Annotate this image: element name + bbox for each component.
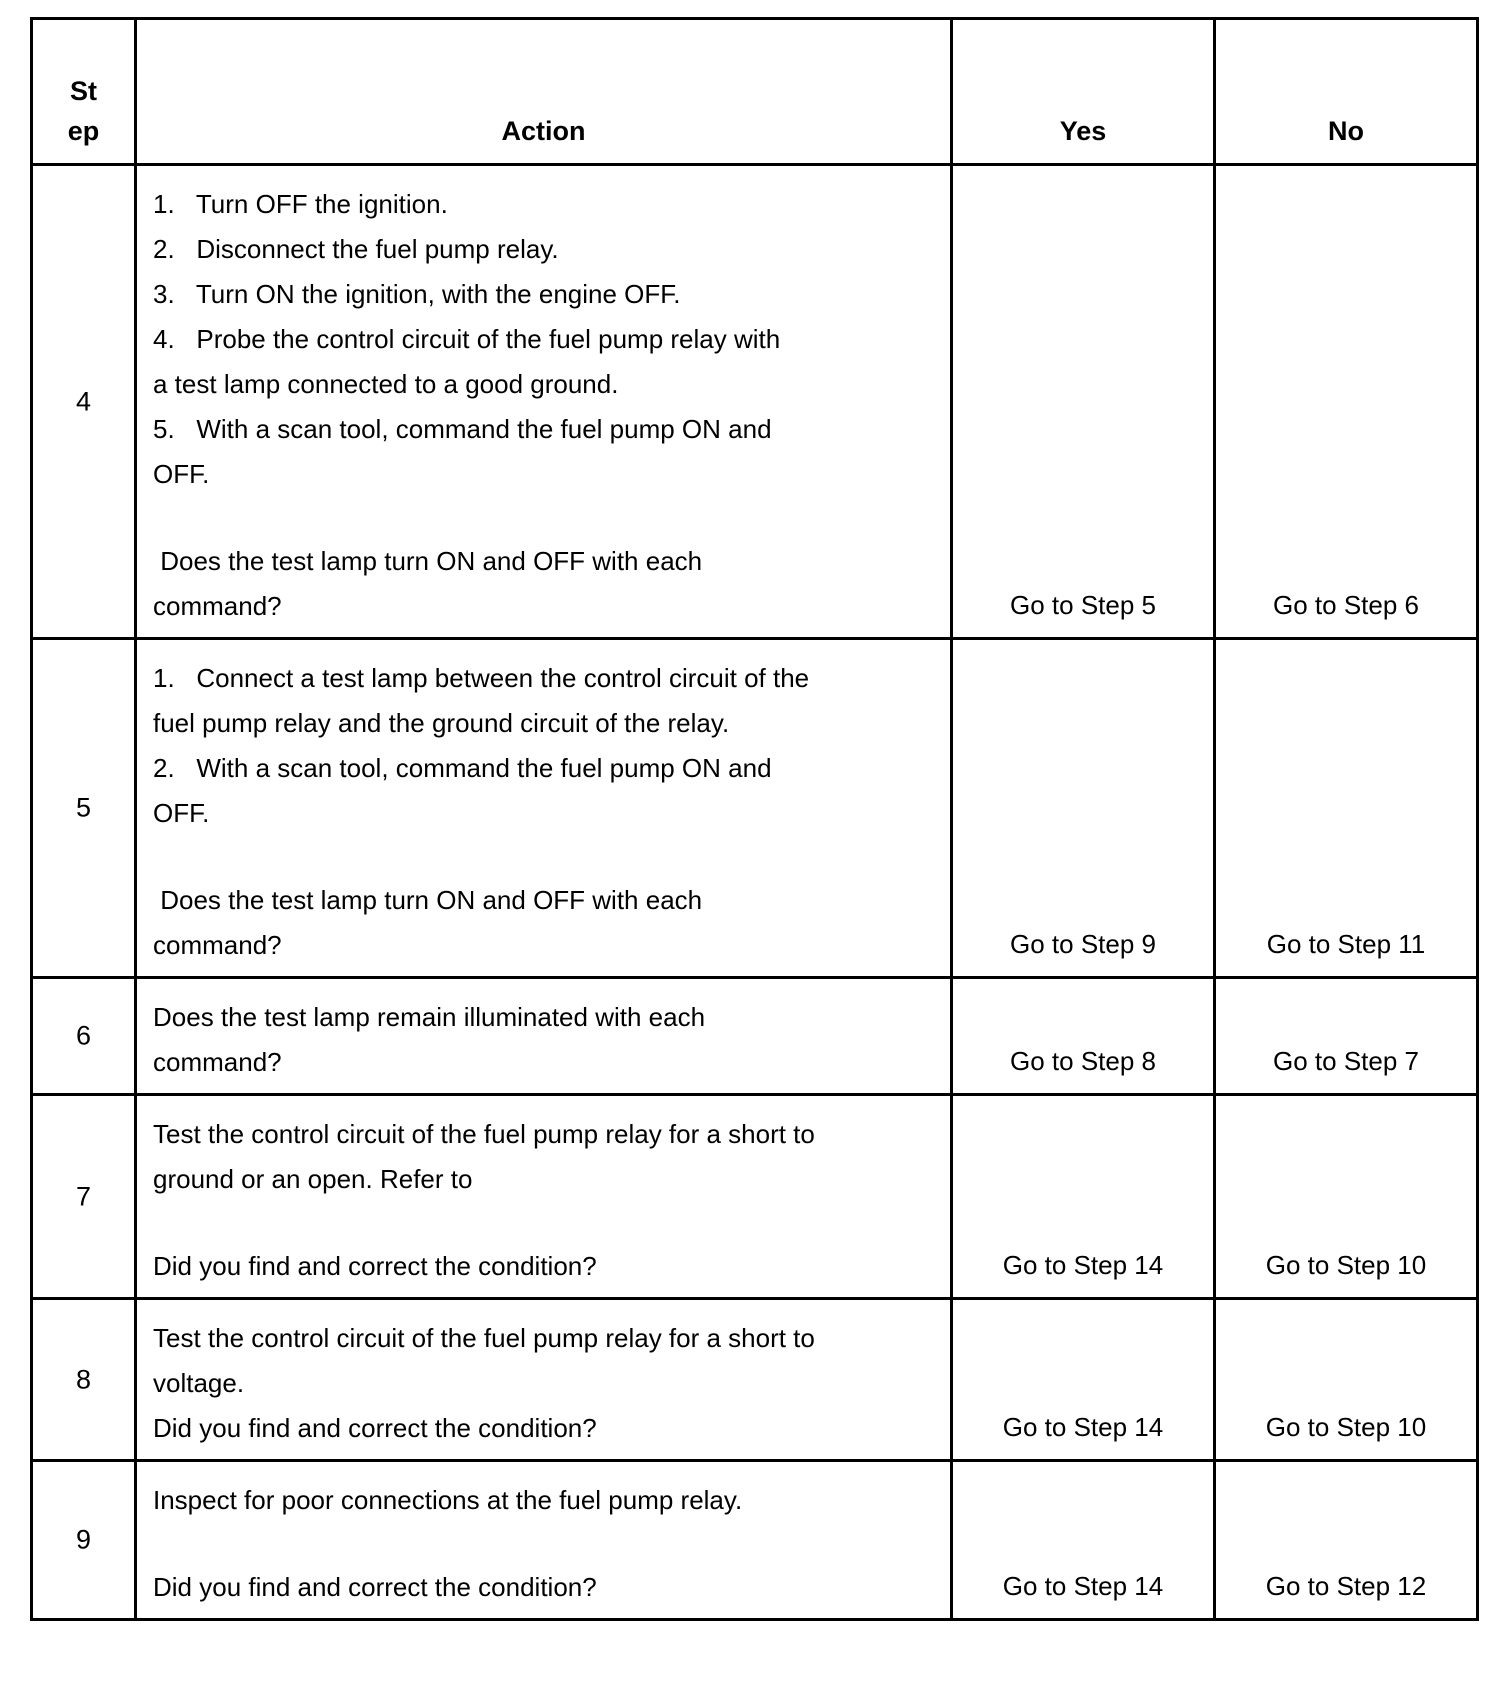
action-text-line: a test lamp connected to a good ground.: [153, 369, 619, 399]
action-header-label: Action: [501, 116, 586, 146]
header-row: [32, 19, 1478, 165]
yes-goto-text: Go to Step 8: [1010, 1046, 1156, 1076]
step-number: 6: [75, 1020, 92, 1051]
action-text-line: 3. Turn ON the ignition, with the engine OFF.: [153, 279, 681, 309]
action-text-line: Does the test lamp turn ON and OFF with each: [153, 885, 703, 915]
no-goto-text: Go to Step 11: [1266, 929, 1426, 959]
no-cell: [1215, 165, 1478, 639]
table-row: [32, 639, 1478, 978]
action-cell: [136, 1095, 952, 1299]
no-goto-text: Go to Step 7: [1273, 1046, 1419, 1076]
yes-column-header: [952, 19, 1215, 165]
no-cell: [1215, 978, 1478, 1095]
action-cell: [136, 1299, 952, 1461]
no-goto-text: Go to Step 10: [1265, 1250, 1427, 1280]
step-number: 8: [75, 1364, 92, 1394]
no-goto-text: Go to Step 10: [1265, 1412, 1427, 1442]
action-text-line: 1. Connect a test lamp between the control circuit of the: [153, 663, 810, 693]
action-spacer: [137, 1202, 950, 1244]
no-goto-text: Go to Step 6: [1273, 590, 1419, 620]
no-cell: [1215, 1095, 1478, 1299]
action-text-line: Does the test lamp turn ON and OFF with each: [153, 546, 703, 576]
action-text-line: command?: [153, 1047, 282, 1077]
action-text-line: OFF.: [153, 459, 210, 489]
diagnostic-step-table: [30, 17, 1479, 1621]
yes-cell: [952, 1461, 1215, 1620]
action-text-line: 2. With a scan tool, command the fuel pump ON and: [153, 753, 772, 783]
yes-cell: [952, 165, 1215, 639]
no-cell: [1215, 1461, 1478, 1620]
action-text-line: Inspect for poor connections at the fuel pump relay.: [153, 1485, 743, 1515]
action-text-line: Did you find and correct the condition?: [153, 1572, 597, 1602]
diagnostic-table-container: [30, 17, 1476, 1621]
yes-goto-text: Go to Step 9: [1010, 929, 1156, 959]
no-goto-text: Go to Step 12: [1265, 1571, 1427, 1601]
action-text-line: Test the control circuit of the fuel pump relay for a short to: [153, 1323, 815, 1353]
table-row: [32, 1095, 1478, 1299]
action-cell: [136, 639, 952, 978]
step-cell: [32, 639, 136, 978]
yes-cell: [952, 978, 1215, 1095]
action-spacer: [137, 1523, 950, 1565]
step-cell: [32, 1461, 136, 1620]
step-header-label: St ep: [67, 76, 100, 146]
table-row: [32, 165, 1478, 639]
yes-header-label: Yes: [1059, 116, 1107, 146]
action-cell: [136, 165, 952, 639]
yes-goto-text: Go to Step 14: [1002, 1571, 1164, 1601]
yes-goto-text: Go to Step 14: [1002, 1412, 1164, 1442]
table-row: [32, 1299, 1478, 1461]
yes-goto-text: Go to Step 5: [1010, 590, 1156, 620]
action-text-line: voltage.: [153, 1368, 245, 1398]
action-text-line: 5. With a scan tool, command the fuel pump ON and: [153, 414, 772, 444]
step-cell: [32, 1095, 136, 1299]
action-text-line: 1. Turn OFF the ignition.: [153, 189, 448, 219]
yes-cell: [952, 1095, 1215, 1299]
action-text-line: command?: [153, 930, 282, 960]
yes-cell: [952, 639, 1215, 978]
action-cell: [136, 978, 952, 1095]
yes-cell: [952, 1299, 1215, 1461]
action-text-line: 2. Disconnect the fuel pump relay.: [153, 234, 559, 264]
table-row: [32, 978, 1478, 1095]
no-cell: [1215, 1299, 1478, 1461]
action-text-line: fuel pump relay and the ground circuit of the relay.: [153, 708, 730, 738]
yes-goto-text: Go to Step 14: [1002, 1250, 1164, 1280]
action-text-line: Test the control circuit of the fuel pump relay for a short to: [153, 1119, 815, 1149]
step-cell: [32, 165, 136, 639]
step-number: 7: [75, 1181, 92, 1211]
step-number: 5: [75, 792, 92, 823]
action-spacer: [137, 497, 950, 539]
table-body: [32, 165, 1478, 1620]
table-row: [32, 1461, 1478, 1620]
step-cell: [32, 978, 136, 1095]
action-text-line: Did you find and correct the condition?: [153, 1413, 597, 1443]
step-cell: [32, 1299, 136, 1461]
action-text-line: command?: [153, 591, 282, 621]
step-column-header: [32, 19, 136, 165]
step-number: 4: [75, 386, 92, 416]
no-column-header: [1215, 19, 1478, 165]
action-text-line: Does the test lamp remain illuminated with each: [153, 1002, 706, 1032]
action-text-line: OFF.: [153, 798, 210, 828]
action-spacer: [137, 836, 950, 878]
step-number: 9: [75, 1524, 92, 1555]
no-header-label: No: [1328, 116, 1364, 146]
action-text-line: ground or an open. Refer to: [153, 1164, 473, 1194]
action-column-header: [136, 19, 952, 165]
action-text-line: Did you find and correct the condition?: [153, 1251, 597, 1281]
action-cell: [136, 1461, 952, 1620]
action-text-line: 4. Probe the control circuit of the fuel pump relay with: [153, 324, 781, 354]
no-cell: [1215, 639, 1478, 978]
